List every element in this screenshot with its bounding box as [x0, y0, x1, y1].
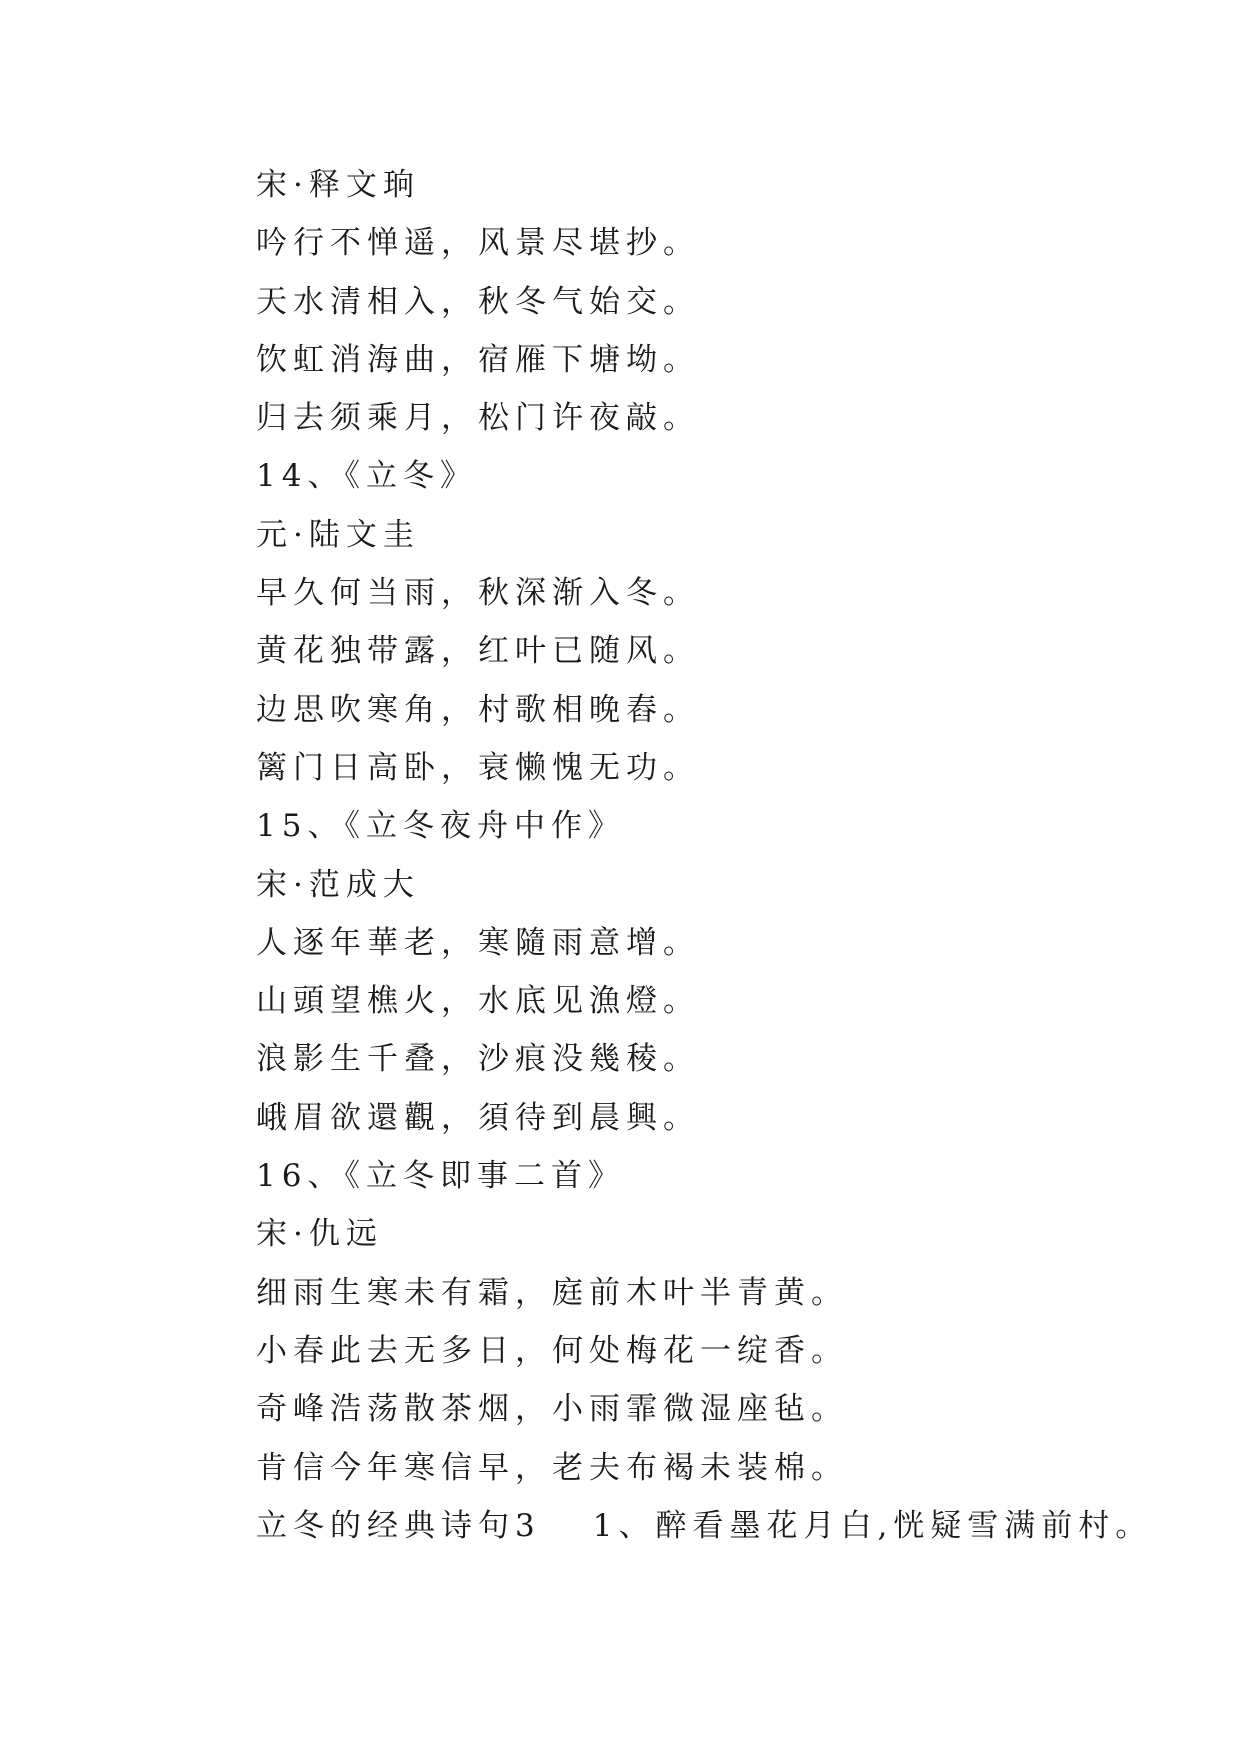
poem-verse-line: 早久何当雨，秋深渐入冬。	[256, 575, 700, 612]
poem-verse-line: 小春此去无多日，何处梅花一绽香。	[256, 1332, 848, 1369]
first-verse: 1、醉看墨花月白,恍疑雪满前村。	[592, 1507, 1153, 1544]
poem-verse-line: 人逐年華老，寒隨雨意增。	[256, 924, 700, 961]
poem-verse-line: 黄花独带露，红叶已随风。	[256, 633, 700, 670]
poem-verse-line: 归去须乘月，松门许夜敲。	[256, 400, 700, 437]
poem-verse-line: 边思吹寒角，村歌相晚舂。	[256, 691, 700, 728]
poem-verse-line: 饮虹消海曲，宿雁下塘坳。	[256, 341, 700, 378]
poem-author-line: 元·陆文圭	[256, 516, 420, 553]
poem-verse-line: 吟行不惮遥，风景尽堪抄。	[256, 225, 700, 262]
poem-verse-line: 肯信今年寒信早，老夫布褐未装棉。	[256, 1449, 848, 1486]
poem-title-line: 14、《立冬》	[256, 458, 477, 495]
poem-title-line: 15、《立冬夜舟中作》	[256, 808, 625, 845]
poem-verse-line: 篱门日高卧，衰懒愧无功。	[256, 749, 700, 786]
poem-verse-line: 天水清相入，秋冬气始交。	[256, 283, 700, 320]
poem-verse-line: 山頭望樵火，水底见漁燈。	[256, 983, 700, 1020]
poem-verse-line: 奇峰浩荡散茶烟，小雨霏微湿座毡。	[256, 1391, 848, 1428]
poem-verse-line: 峨眉欲還觀，須待到晨興。	[256, 1099, 700, 1136]
poem-author-line: 宋·仇远	[256, 1216, 383, 1253]
poem-verse-line: 细雨生寒未有霜，庭前木叶半青黄。	[256, 1274, 848, 1311]
poem-text-body	[256, 156, 1156, 1555]
poem-author-line: 宋·范成大	[256, 866, 420, 903]
section-heading-line	[256, 1497, 1156, 1555]
section-heading: 立冬的经典诗句3	[256, 1507, 541, 1544]
poem-title-line: 16、《立冬即事二首》	[256, 1158, 625, 1195]
poem-verse-line: 浪影生千叠，沙痕没幾稜。	[256, 1041, 700, 1078]
poem-author-line: 宋·释文珦	[256, 167, 420, 203]
